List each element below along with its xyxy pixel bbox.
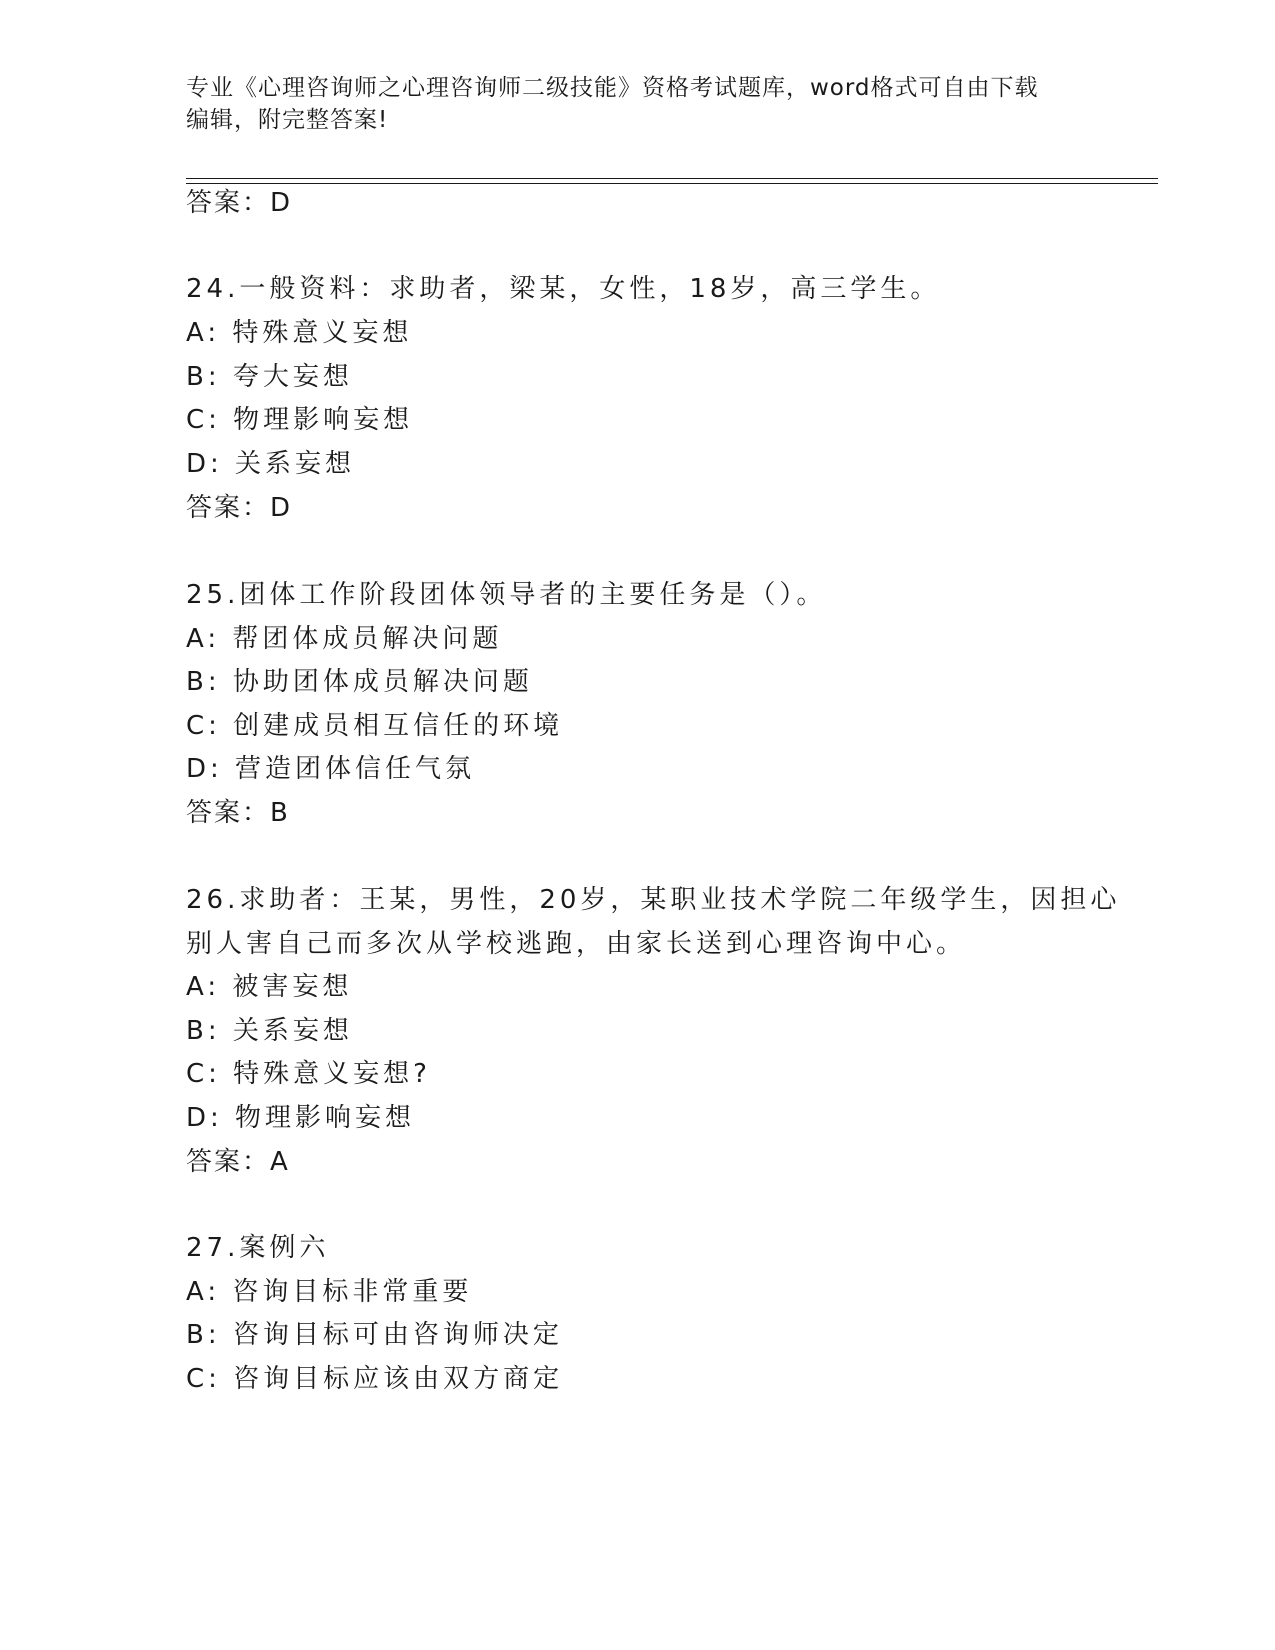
answer-24: 答案：D <box>186 493 293 523</box>
option-26-c: C: 特殊意义妄想? <box>186 1059 431 1089</box>
question-27: 27.案例六 <box>186 1233 330 1263</box>
header-line-2: 编辑，附完整答案! <box>186 107 389 133</box>
option-27-c: C: 咨询目标应该由双方商定 <box>186 1364 564 1394</box>
option-27-b: B: 咨询目标可由咨询师决定 <box>186 1320 563 1350</box>
answer-25: 答案：B <box>186 798 290 828</box>
option-26-a: A: 被害妄想 <box>186 972 353 1002</box>
option-25-b: B: 协助团体成员解决问题 <box>186 667 533 697</box>
header-line-1: 专业《心理咨询师之心理咨询师二级技能》资格考试题库，word格式可自由下载 <box>186 75 1039 101</box>
option-27-a: A: 咨询目标非常重要 <box>186 1277 473 1307</box>
answer-23: 答案：D <box>186 188 293 218</box>
question-26-line-1: 26.求助者：王某，男性，20岁，某职业技术学院二年级学生，因担心 <box>186 885 1121 915</box>
option-24-b: B: 夸大妄想 <box>186 362 353 392</box>
option-24-d: D: 关系妄想 <box>186 449 356 479</box>
document-header <box>186 72 1086 136</box>
option-26-d: D: 物理影响妄想 <box>186 1103 416 1133</box>
option-25-c: C: 创建成员相互信任的环境 <box>186 711 564 741</box>
question-26-line-2: 别人害自己而多次从学校逃跑，由家长送到心理咨询中心。 <box>186 929 967 959</box>
question-25: 25.团体工作阶段团体领导者的主要任务是（）。 <box>186 580 827 610</box>
header-divider-top <box>186 178 1158 179</box>
option-24-a: A: 特殊意义妄想 <box>186 318 413 348</box>
option-25-a: A: 帮团体成员解决问题 <box>186 624 503 654</box>
question-24: 24.一般资料：求助者，梁某，女性，18岁，高三学生。 <box>186 274 941 304</box>
option-25-d: D: 营造团体信任气氛 <box>186 754 476 784</box>
answer-26: 答案：A <box>186 1147 290 1177</box>
header-divider-bottom <box>186 183 1158 184</box>
option-26-b: B: 关系妄想 <box>186 1016 353 1046</box>
option-24-c: C: 物理影响妄想 <box>186 405 414 435</box>
